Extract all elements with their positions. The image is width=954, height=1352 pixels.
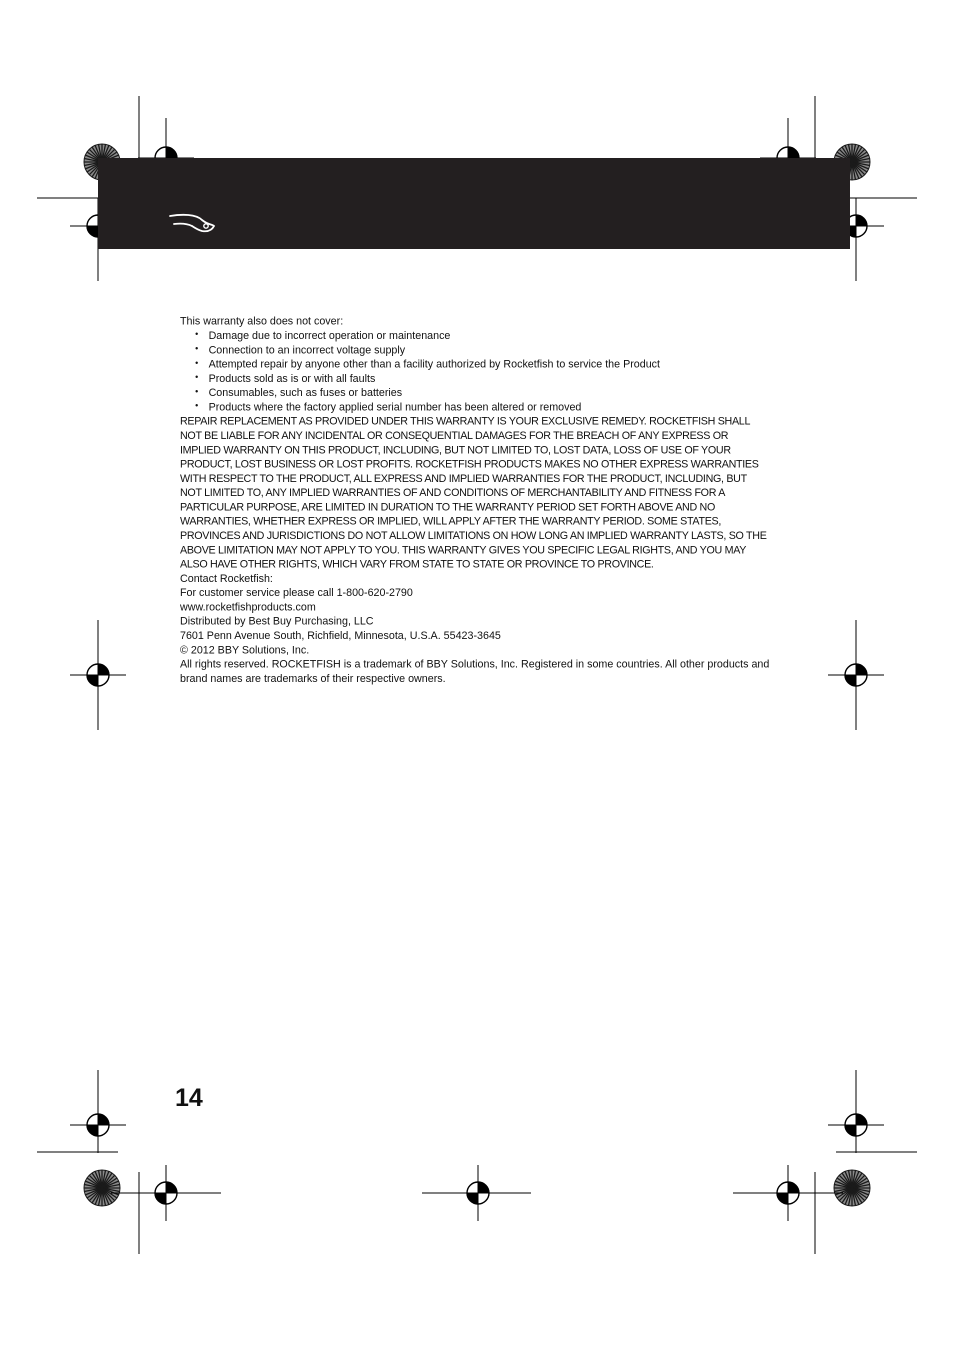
exclusions-list <box>180 328 770 414</box>
list-item: • Damage due to incorrect operation or maintenance <box>180 328 770 342</box>
list-item: • Attempted repair by anyone other than a facility authorized by Rocketfish to service the Product <box>180 357 770 371</box>
distributor: Distributed by Best Buy Purchasing, LLC <box>180 614 374 628</box>
customer-service-phone: For customer service please call 1-800-620-2790 <box>180 586 413 599</box>
website-link[interactable]: www.rocketfishproducts.com <box>180 600 316 614</box>
page-number: 14 <box>175 1084 203 1112</box>
contact-heading: Contact Rocketfish: <box>180 572 273 585</box>
list-item: • Connection to an incorrect voltage supply <box>180 343 770 357</box>
address: 7601 Penn Avenue South, Richfield, Minnesota, U.S.A. 55423-3645 <box>180 629 501 642</box>
list-item: • Products sold as is or with all faults <box>180 371 770 385</box>
list-item: • Consumables, such as fuses or batteries <box>180 385 770 399</box>
liability-disclaimer: REPAIR REPLACEMENT AS PROVIDED UNDER THIS WARRANTY IS YOUR EXCLUSIVE REMEDY. ROCKETFISH SHALL NOT BE LIABLE FOR ANY INCIDENTAL OR CONSEQUENTIAL DAMAGES FOR THE BREACH OF ANY EXPRESS OR IMPLIED WARRANTY ON THIS PRODUCT, INCLUDING, BUT NOT LIMITED TO, LOST DATA, LOSS OF USE OF YOUR PRODUCT, LOST BUSINESS OR LOST PROFITS. ROCKETFISH PRODUCTS MAKES NO OTHER EXPRESS WARRANTIES WITH RESPECT TO THE PRODUCT, ALL EXPRESS AND IMPLIED WARRANTIES FOR THE PRODUCT, INCLUDING, BUT NOT LIMITED TO, ANY IMPLIED WARRANTIES OF AND CONDITIONS OF MERCHANTABILITY AND FITNESS FOR A PARTICULAR PURPOSE, ARE LIMITED IN DURATION TO THE WARRANTY PERIOD SET FORTH ABOVE AND NO WARRANTIES, WHETHER EXPRESS OR IMPLIED, WILL APPLY AFTER THE WARRANTY PERIOD. SOME STATES, PROVINCES AND JURISDICTIONS DO NOT ALLOW LIMITATIONS ON HOW LONG AN IMPLIED WARRANTY LASTS, SO THE ABOVE LIMITATION MAY NOT APPLY TO YOU. THIS WARRANTY GIVES YOU SPECIFIC LEGAL RIGHTS, AND YOU MAY ALSO HAVE OTHER RIGHTS, WHICH VARY FROM STATE TO STATE OR PROVINCE TO PROVINCE. <box>180 414 767 571</box>
list-item: • Products where the factory applied serial number has been altered or removed <box>180 400 770 414</box>
copyright: © 2012 BBY Solutions, Inc. <box>180 643 310 656</box>
exclusions-intro: This warranty also does not cover: <box>180 314 344 328</box>
header-band <box>98 158 850 249</box>
rocketfish-fish-icon <box>168 212 218 236</box>
warranty-content <box>180 314 770 685</box>
trademark-notice: All rights reserved. ROCKETFISH is a trademark of BBY Solutions, Inc. Registered in some countries. All other products and brand names are trademarks of their respective owners. <box>180 657 770 685</box>
